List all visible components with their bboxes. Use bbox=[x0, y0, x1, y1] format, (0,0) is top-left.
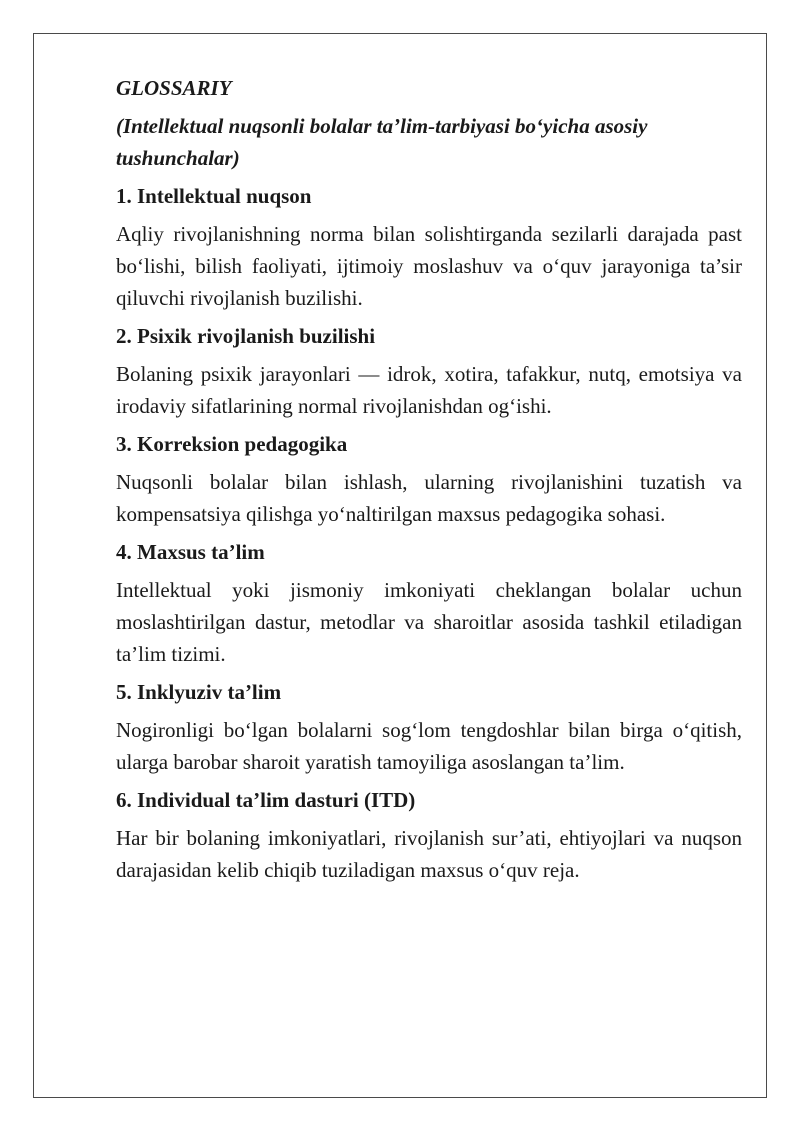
glossary-entry bbox=[116, 784, 742, 886]
term-heading: 6. Individual ta’lim dasturi (ITD) bbox=[116, 788, 416, 812]
term-definition: Bolaning psixik jarayonlari — idrok, xotira, tafakkur, nutq, emotsiya va irodaviy sifatlarining normal rivojlanishdan og‘ishi. bbox=[116, 362, 742, 418]
term-definition: Har bir bolaning imkoniyatlari, rivojlanish sur’ati, ehtiyojlari va nuqson darajasidan kelib chiqib tuziladigan maxsus o‘quv reja. bbox=[116, 826, 742, 882]
term-definition: Nogironligi bo‘lgan bolalarni sog‘lom tengdoshlar bilan birga o‘qitish, ularga barobar sharoit yaratish tamoyiliga asoslangan ta’lim. bbox=[116, 718, 742, 774]
page-title: GLOSSARIY bbox=[116, 76, 232, 100]
glossary-entry bbox=[116, 428, 742, 530]
term-definition: Intellektual yoki jismoniy imkoniyati cheklangan bolalar uchun moslashtirilgan dastur, metodlar va sharoitlar asosida tashkil etiladigan ta’lim tizimi. bbox=[116, 578, 742, 666]
term-heading: 5. Inklyuziv ta’lim bbox=[116, 680, 282, 704]
term-definition: Nuqsonli bolalar bilan ishlash, ularning rivojlanishini tuzatish va kompensatsiya qilishga yo‘naltirilgan maxsus pedagogika sohasi. bbox=[116, 470, 742, 526]
term-heading: 4. Maxsus ta’lim bbox=[116, 540, 265, 564]
glossary-entry bbox=[116, 676, 742, 778]
term-heading: 3. Korreksion pedagogika bbox=[116, 432, 348, 456]
term-heading: 2. Psixik rivojlanish buzilishi bbox=[116, 324, 376, 348]
glossary-entry bbox=[116, 536, 742, 670]
page-subtitle: (Intellektual nuqsonli bolalar ta’lim-tarbiyasi bo‘yicha asosiy tushunchalar) bbox=[116, 114, 648, 170]
term-definition: Aqliy rivojlanishning norma bilan solishtirganda sezilarli darajada past bo‘lishi, bilish faoliyati, ijtimoiy moslashuv va o‘quv jarayoniga ta’sir qiluvchi rivojlanish buzilishi. bbox=[116, 222, 742, 310]
glossary-entry bbox=[116, 320, 742, 422]
term-heading: 1. Intellektual nuqson bbox=[116, 184, 312, 208]
glossary-entry bbox=[116, 180, 742, 314]
glossary-content bbox=[116, 72, 742, 892]
